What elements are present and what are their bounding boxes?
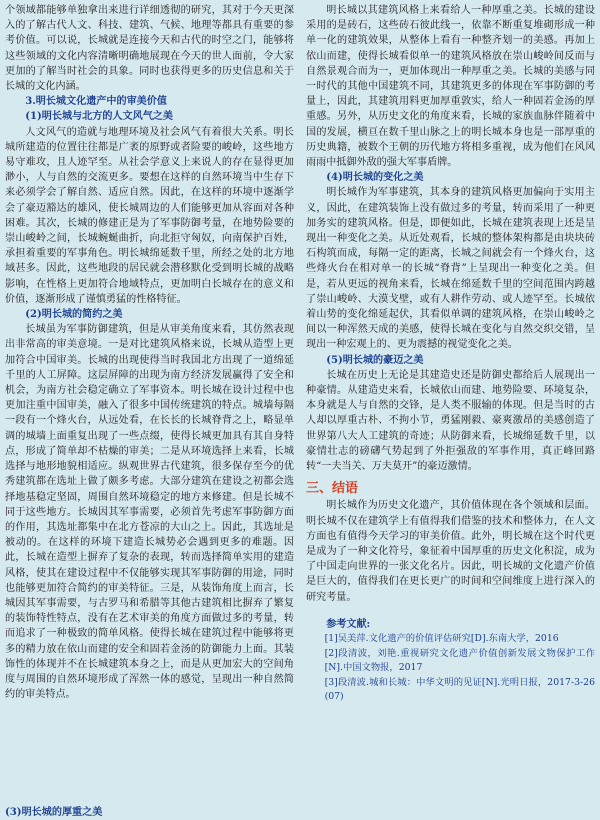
references-heading: 参考文献: [326,618,371,630]
reference-item: [2]段清波，刘艳.重视研究文化遗产价值创新发展文物保护工作[N].中国文物报，2017 [324,647,595,674]
subsection-heading-5: (5)明长城的豪迈之美 [326,354,424,366]
reference-item: [1]吴美萍.文化遗产的价值评估研究[D].东南大学，2016 [324,632,559,644]
subsection-heading-3: (3)明长城的厚重之美 [5,807,103,818]
reference-item: [3]段清波.城和长城：中华文明的见证[N].光明日报，2017-3-26(07) [324,676,595,703]
conclusion-paragraph: 明长城作为历史文化遗产，其价值体现在各个领域和层面。明长城不仅在建筑学上有值得我们借鉴的技术和整体力，在人文方面也有值得今天学习的审美价值。此外，明长城在这个时代更是成为了一种文化符号，象征着中国厚重的历史文化积淀，成为了中国走向世界的一张文化名片。因此，明长城的文化遗产价值是巨大的，值得我们在更长更广的时间和空间维度上进行深入的研究考量。 [306,500,595,603]
subsection-heading-1: (1)明长城与北方的人文风气之美 [25,111,173,123]
right-column [306,3,595,705]
conclusion-heading: 三、结语 [306,481,359,497]
subsection-1-paragraph: 人文风气的造就与地理环境及社会风气有着很大关系。明长城所建造的位置往往都是广袤的原野或者险要的峻岭，这些地方易守难攻，且人迹罕至。从社会学意义上来说人的存在显得更加渺小，人与自然的交流更多。要想在这样的自然环境当中生存下来必须学会了解自然、适应自然。因此，在这样的环境中逐渐学会了豪迈豁达的雄风，使长城周边的人们能够更加从容面对各种困难。其次，长城的修建正是为了军事防御考量，在地势险要的崇山峻岭之间，长城蜿蜒曲折，向北拒守匈奴，向南保护百姓，承担着重要的军事角色。明长城绵延数千里，所经之处的北方地域甚多。因此，这些地段的居民就会潜移默化受到明长城的战略影响，在性格上更加符合地域特点，更加明白长城存在的意义和价值，逐渐形成了谨慎勇猛的性格特征。 [5,126,294,305]
intro-paragraph: 个领域都能够单独拿出来进行详细透彻的研究，其对于今天更深入的了解古代人文、科技、建筑、气候、地理等都具有重要的参考价值。可以说，长城就是连接今天和古代的时空之门，能够将这些领域的文化内容清晰明确地展现在今天的世人面前，令大家更加的了解当时社会的具象。同时也获得更多的历史信息和关于长城的文化内涵。 [5,5,294,93]
left-column [5,3,294,702]
subsection-2-paragraph: 长城虽为军事防御建筑，但是从审美角度来看，其仿然表现出非常高的审美意境。一是对比建筑风格来说，长城从造型上更加符合中国审美。长城的出现使得当时我国北方出现了一道绵延千里的人工屏障。这层屏障的出现为南方经济发展赢得了安全和机会，为南方社会稳定确立了军事资本。明长城在设计过程中也更加注重中国审美，融入了很多中国传统建筑的特点。城墙每隔一段有一个烽火台，从远处看，在长长的长城脊背之上，略显单调的城墙上面重复出现了一些点缀，使得长城更加具有其自身特点，形成了简单却不枯燥的审美；二是从环境选择上来看，长城选择与地形地貌相适应。纵观世界古代建筑，很多保存至今的优秀建筑都在选址上做了颇多考虑。大部分建筑在建设之初都会选择地基稳定坚固，周围自然环境稳定的地方来修建。但是长城不同于这些地方。长城因其军事需要，必须首先考虑军事防御方面的作用，其选址都集中在北方苍凉的大山之上。因此，其选址是被动的。在这样的环境下建造长城势必会遇到更多的难题。因此，长城在造型上摒弃了复杂的表现，转而选择简单实用的建造风格，使其在建设过程中不仅能够实现其军事防御的用途，同时也能够更加符合简约的审美特征。三是，从装饰角度上而言，长城因其军事需要，与古罗马和希腊等其他古建筑相比摒弃了繁复的装饰特性特点，没有在艺术审美的角度方面做过多的考量，转而追求了一种极致的简单风格。使得长城在建筑过程中能够将更多的精力放在依山而建的安全和固若金汤的防御能力上面。其装饰性的体现并不在长城建筑本身之上，而是从更加宏大的空间角度与周围的自然环境形成了浑然一体的感觉，呈现出一种自然简约的审美特点。 [5,324,294,701]
subsection-3-paragraph: 明长城以其建筑风格上来看给人一种厚重之美。长城的建设采用的是砖石，这些砖石彼此线一，依靠不断重复堆砌形成一种单一化的建筑效果，从整体上看有一种整齐划一的美感。再加上依山而建，使得长城看似单一的建筑风格放在崇山峻岭间反而与自然景观合而为一，更加体现出一种厚重之美。长城的美感与同一时代的其他中国建筑不同，其建筑更多的体现在军事防御的考量上，因此，其建筑用料更加厚重敦实，给人一种固若金汤的厚重感。另外，从历史文化的角度来看，长城的家族血脉伴随着中国的发展，横亘在数千里山脉之上的明长城本身也是一部厚重的历史典籍，被数个王朝的历代地方将相多重视，成为他们在风风雨雨中抵御外敌的强大军事盾牌。 [306,5,595,169]
section-heading: 3.明长城文化遗产中的审美价值 [25,96,167,108]
subsection-4-paragraph: 明长城作为军事建筑，其本身的建筑风格更加偏向于实用主义，因此，在建筑装饰上没有做过多的考量，转而采用了一种更加务实的建筑风格。但是，即便如此，长城在建筑表现上还是呈现出一种变化之美。从近处观看，长城的整体架构都是由块块砖石构筑而成，每隔一定的距离，长城之间就会有一个烽火台，这些烽火台在相对单一的长城“脊背”上呈现出一种变化之美。但是，若从更远的视角来看，长城在绵延数千里的空间范围内跨越了崇山峻岭、大漠戈壁，或有人耕作劳动、或人迹罕至。长城依着山势的变化绵延起伏，其看似单调的建筑风格，在崇山峻岭之间以一种浑然天成的美感，使得长城在变化与自然交织交错，呈现出一种宏观上的、更为震撼的视觉变化之美。 [306,187,595,351]
subsection-5-paragraph: 长城在历史上无论是其建造史还是防御史都给后人展现出一种豪情。从建造史来看，长城依山而建、地势险要、环境复杂，本身就是人与自然的交锋，是人类不服输的体现。但是当时的古人却以厚重古朴、不拘小节，勇猛刚毅、豪爽激昂的美感创造了世界第八大人工建筑的奇迹；从防御来看，长城绵延数千里，以豪情壮志的磅礴气势起到了外拒强敌的军事作用，真正峰回路转“一夫当关、万夫莫开”的豪迈激情。 [306,369,595,473]
subsection-heading-2: (2)明长城的简约之美 [25,309,123,321]
subsection-heading-4: (4)明长城的变化之美 [326,172,424,184]
